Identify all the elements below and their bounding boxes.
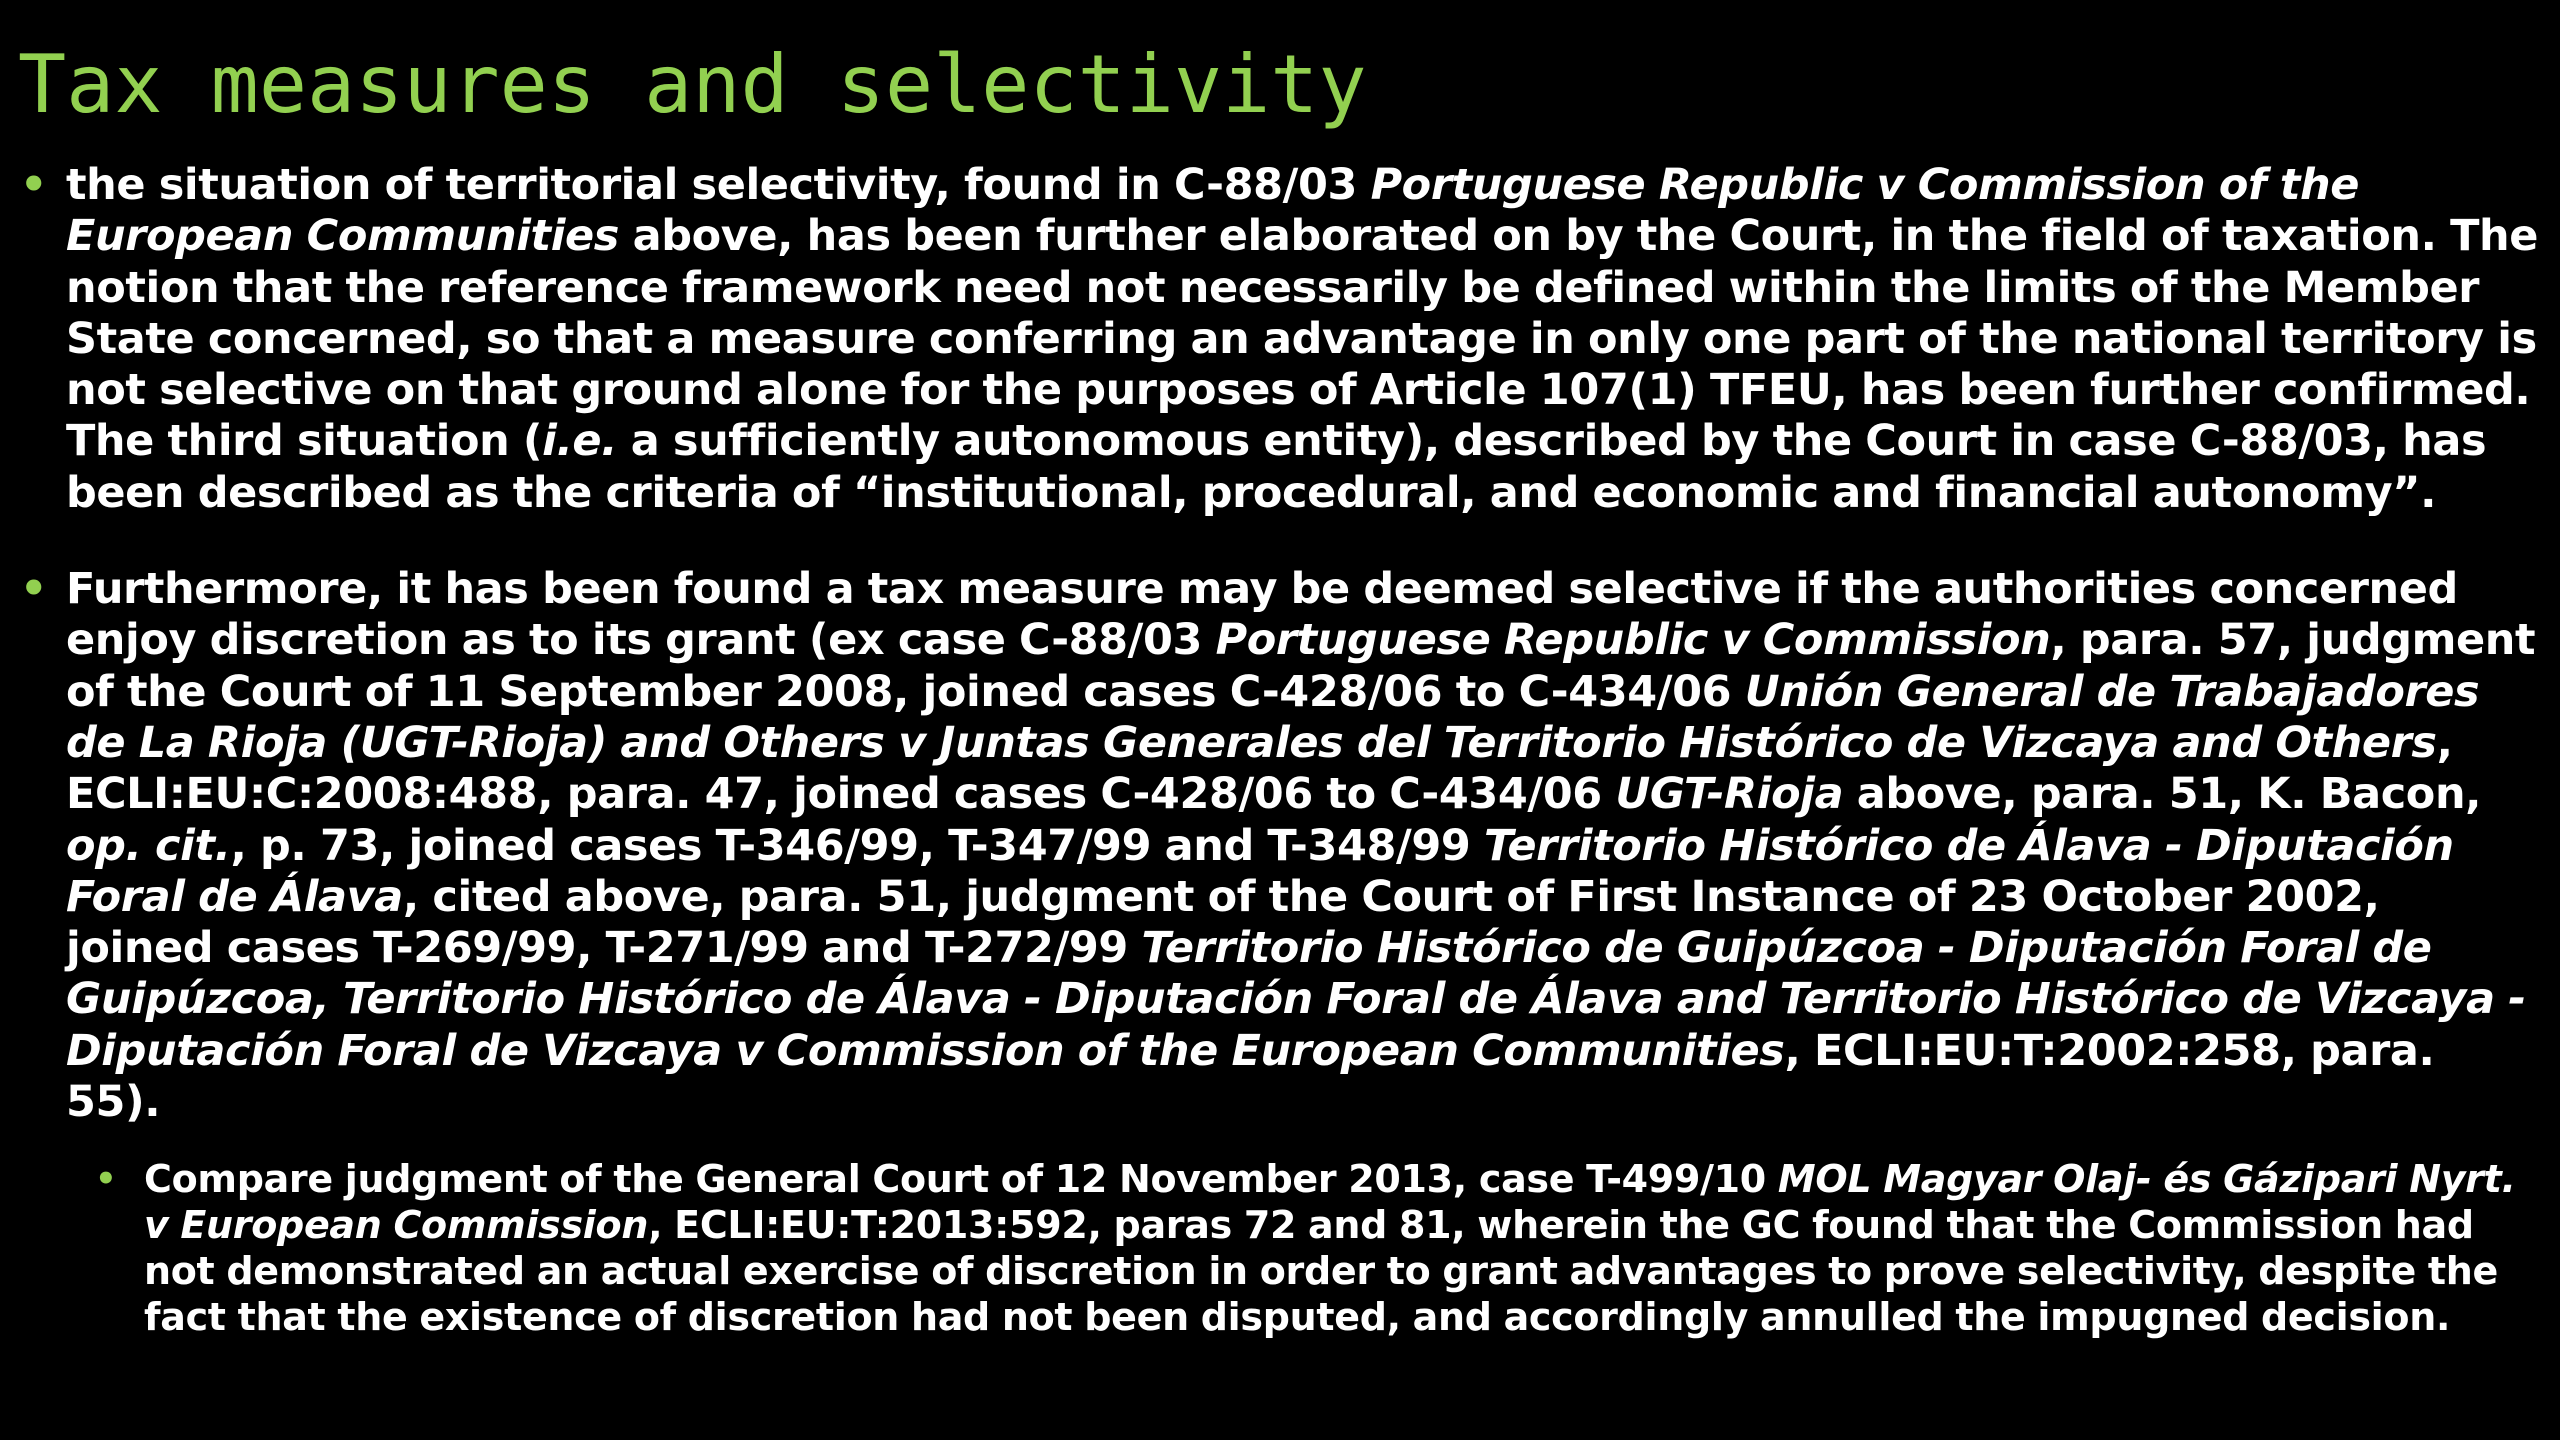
bullet-list: [0, 160, 2540, 1340]
bullet-segment-italic: Territorio Histórico de Guipúzcoa - Diputación Foral de Guipúzcoa, Territorio Histórico de Álava - Diputación Foral de Álava and Territorio Histórico de Vizcaya - Diputación Foral de Vizcaya v Commission of the European Communities: [66, 923, 2526, 1076]
bullet-dot-icon: •: [20, 160, 48, 210]
bullet-segment: Furthermore, it has been found a tax measure may be deemed selective if the authorities concerned enjoy discretion as to its grant (ex case C-88/03: [66, 564, 2458, 666]
bullet-segment: the situation of territorial selectivity, found in C-88/03: [66, 160, 1371, 210]
bullet-segment: , p. 73, joined cases T-346/99, T-347/99 and T-348/99: [230, 820, 1484, 871]
sub-bullet-segment: , ECLI:EU:T:2013:592, paras 72 and 81, wherein the GC found that the Commission had not demonstrated an actual exercise of discretion in order to grant advantages to prove selectivity, despite the fact that the existence of discretion had not been disputed, and accordingly annulled the impugned decision.: [144, 1203, 2498, 1340]
sub-bullet-segment-italic: MOL Magyar Olaj- és Gázipari Nyrt. v European Commission: [144, 1157, 2516, 1248]
bullet-segment-italic: Territorio Histórico de Álava - Diputación Foral de Álava: [66, 820, 2454, 922]
bullet-item: [0, 564, 2540, 1128]
bullet-segment: , para. 57, judgment of the Court of 11 September 2008, joined cases C-428/06 to C-434/06: [66, 615, 2536, 717]
bullet-text: [66, 564, 2535, 1127]
bullet-segment-italic: op. cit.: [66, 820, 231, 871]
bullet-segment: , ECLI:EU:C:2008:488, para. 47, joined cases C-428/06 to C-434/06: [66, 717, 2453, 820]
bullet-segment-italic: i.e.: [542, 416, 618, 467]
bullet-text: [66, 160, 2538, 518]
bullet-segment: , cited above, para. 51, judgment of the Court of First Instance of 23 October 2002, joined cases T-269/99, T-271/99 and T-272/99: [66, 871, 2380, 974]
bullet-segment-italic: Portuguese Republic v Commission: [1215, 615, 2051, 666]
bullet-segment-italic: Portuguese Republic v Commission of the European Communities: [66, 160, 2359, 262]
bullet-segment: a sufficiently autonomous entity), described by the Court in case C-88/03, has been described as the criteria of “institutional, procedural, and economic and financial autonomy”.: [66, 416, 2487, 518]
sub-bullet-segment: Compare judgment of the General Court of 12 November 2013, case T-499/10: [144, 1157, 1778, 1202]
bullet-segment-italic: UGT-Rioja: [1615, 769, 1844, 820]
sub-bullet-dot-icon: •: [95, 1159, 117, 1200]
bullet-segment: , ECLI:EU:T:2002:258, para. 55).: [66, 1025, 2435, 1128]
bullet-item: [0, 160, 2540, 519]
bullet-segment: above, para. 51, K. Bacon,: [1843, 769, 2482, 820]
sub-bullet-item: [0, 1156, 2540, 1340]
sub-bullet-text: [144, 1157, 2516, 1339]
bullet-segment-italic: Unión General de Trabajadores de La Rioja (UGT-Rioja) and Others v Juntas Generales del Territorio Histórico de Vizcaya and Others: [66, 666, 2480, 768]
bullet-segment: above, has been further elaborated on by the Court, in the field of taxation. The notion that the reference framework need not necessarily be defined within the limits of the Member State concerned, so that a measure conferring an advantage in only one part of the national territory is not selective on that ground alone for the purposes of Article 107(1) TFEU, has been further confirmed. The third situation (: [66, 211, 2538, 467]
bullet-dot-icon: •: [20, 564, 48, 615]
slide-title: Tax measures and selectivity: [18, 38, 1367, 131]
